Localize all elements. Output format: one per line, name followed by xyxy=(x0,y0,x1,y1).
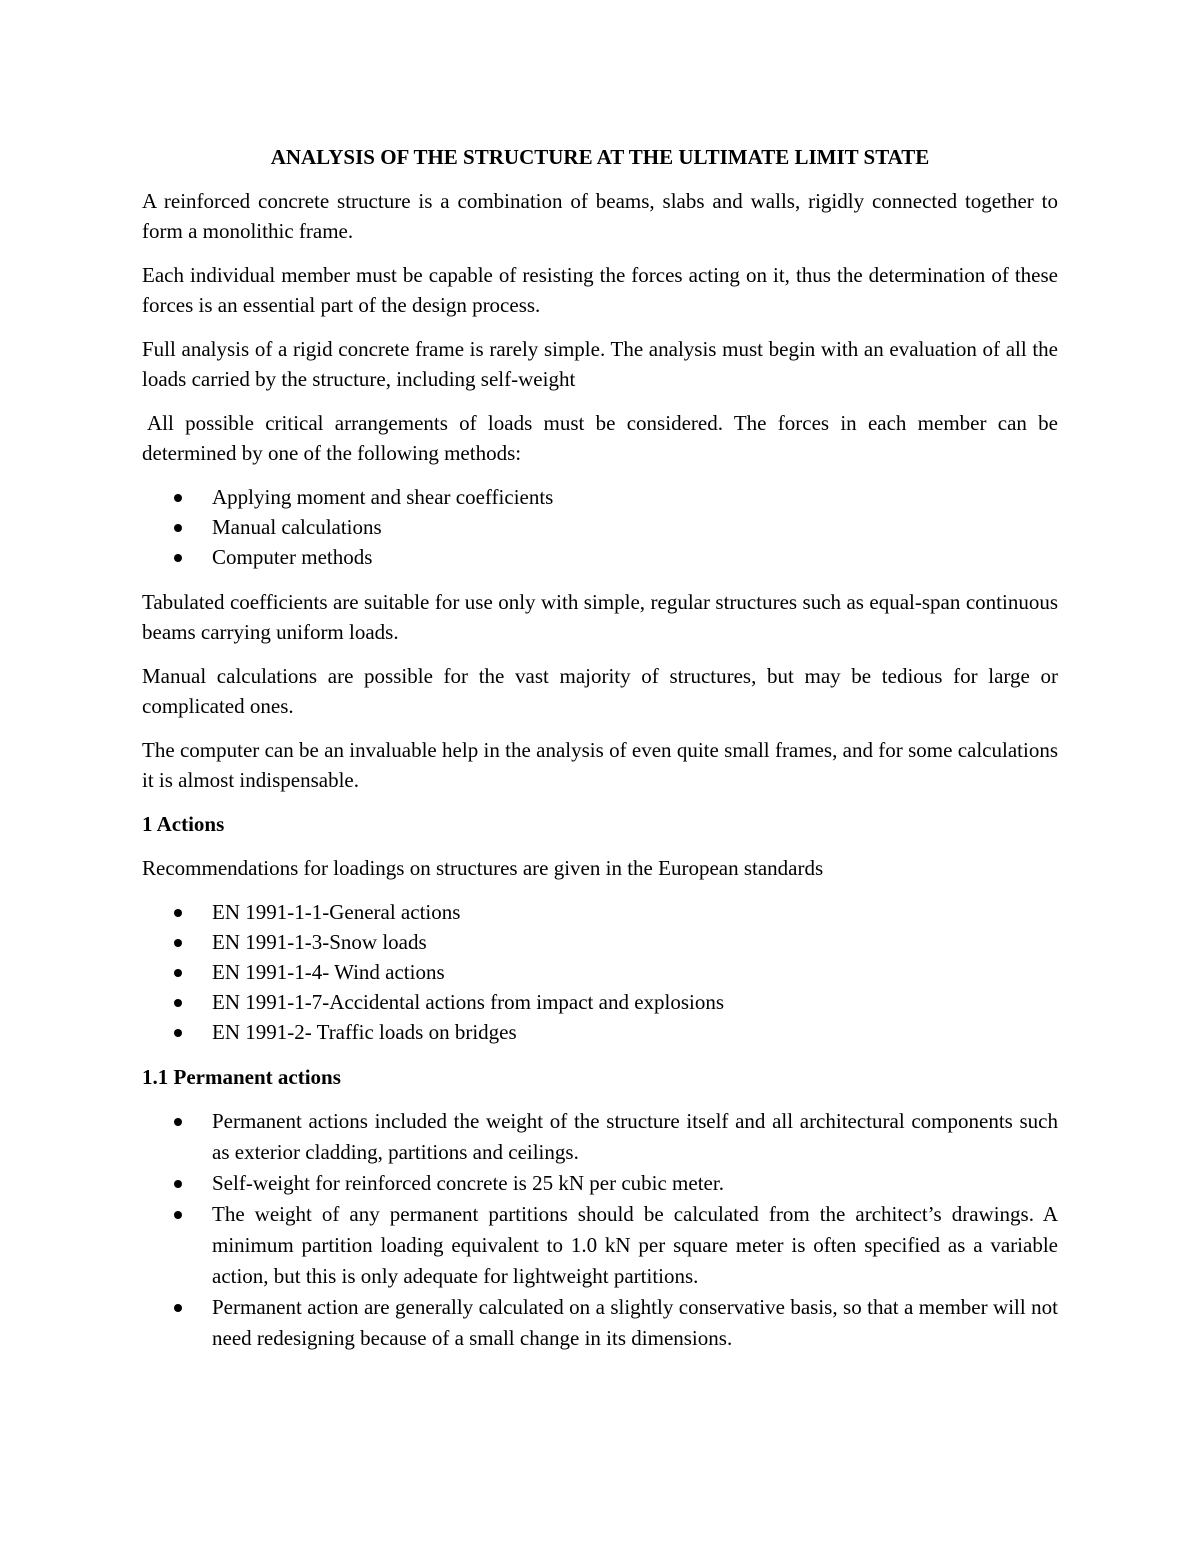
document-page xyxy=(142,142,1058,1369)
section-heading-actions: 1 Actions xyxy=(142,812,225,836)
list-item xyxy=(142,1106,1058,1168)
list-item xyxy=(142,542,1058,572)
bullet-icon xyxy=(174,909,182,917)
bullet-icon xyxy=(174,554,182,562)
methods-list xyxy=(142,482,1058,572)
intro-paragraph-1: A reinforced concrete structure is a combination of beams, slabs and walls, rigidly connected together to form a monolithic frame. xyxy=(142,189,1058,243)
list-item-text: Applying moment and shear coefficients xyxy=(212,485,554,509)
permanent-actions-list xyxy=(142,1106,1058,1354)
list-item xyxy=(142,1199,1058,1292)
bullet-icon xyxy=(174,1180,182,1188)
standards-list xyxy=(142,897,1058,1047)
bullet-icon xyxy=(174,1118,182,1126)
actions-intro: Recommendations for loadings on structures are given in the European standards xyxy=(142,856,824,880)
list-item-text: Computer methods xyxy=(212,545,373,569)
list-item-text: EN 1991-1-7-Accidental actions from impact and explosions xyxy=(212,990,725,1014)
list-item-text: Manual calculations xyxy=(212,515,382,539)
bullet-icon xyxy=(174,939,182,947)
list-item xyxy=(142,512,1058,542)
bullet-icon xyxy=(174,999,182,1007)
list-item-text: Self-weight for reinforced concrete is 25 kN per cubic meter. xyxy=(212,1171,724,1195)
bullet-icon xyxy=(174,1304,182,1312)
list-item xyxy=(142,927,1058,957)
bullet-icon xyxy=(174,524,182,532)
list-item xyxy=(142,1292,1058,1354)
document-title: ANALYSIS OF THE STRUCTURE AT THE ULTIMATE LIMIT STATE xyxy=(270,145,930,169)
section-heading-permanent-actions: 1.1 Permanent actions xyxy=(142,1065,341,1089)
list-item xyxy=(142,897,1058,927)
list-item-text: EN 1991-2- Traffic loads on bridges xyxy=(212,1020,517,1044)
list-item xyxy=(142,957,1058,987)
list-item xyxy=(142,482,1058,512)
method-paragraph-1: Tabulated coefficients are suitable for use only with simple, regular structures such as equal-span continuous beams carrying uniform loads. xyxy=(142,590,1058,644)
list-item-text: EN 1991-1-3-Snow loads xyxy=(212,930,427,954)
method-paragraph-3: The computer can be an invaluable help in the analysis of even quite small frames, and for some calculations it is almost indispensable. xyxy=(142,738,1058,792)
list-item xyxy=(142,1017,1058,1047)
bullet-icon xyxy=(174,1029,182,1037)
list-item-text: EN 1991-1-1-General actions xyxy=(212,900,461,924)
bullet-icon xyxy=(174,494,182,502)
bullet-icon xyxy=(174,1211,182,1219)
list-item-text: Permanent action are generally calculated on a slightly conservative basis, so that a member will not need redesigning because of a small change in its dimensions. xyxy=(212,1295,1058,1350)
intro-paragraph-4: All possible critical arrangements of loads must be considered. The forces in each member can be determined by one of the following methods: xyxy=(142,411,1058,465)
bullet-icon xyxy=(174,969,182,977)
method-paragraph-2: Manual calculations are possible for the vast majority of structures, but may be tedious for large or complicated ones. xyxy=(142,664,1058,718)
intro-paragraph-3: Full analysis of a rigid concrete frame is rarely simple. The analysis must begin with an evaluation of all the loads carried by the structure, including self-weight xyxy=(142,337,1058,391)
intro-paragraph-2: Each individual member must be capable of resisting the forces acting on it, thus the determination of these forces is an essential part of the design process. xyxy=(142,263,1058,317)
list-item xyxy=(142,987,1058,1017)
list-item xyxy=(142,1168,1058,1199)
list-item-text: The weight of any permanent partitions should be calculated from the architect’s drawings. A minimum partition loading equivalent to 1.0 kN per square meter is often specified as a variable action, but this is only adequate for lightweight partitions. xyxy=(212,1202,1058,1288)
list-item-text: Permanent actions included the weight of the structure itself and all architectural components such as exterior cladding, partitions and ceilings. xyxy=(212,1109,1058,1164)
list-item-text: EN 1991-1-4- Wind actions xyxy=(212,960,445,984)
